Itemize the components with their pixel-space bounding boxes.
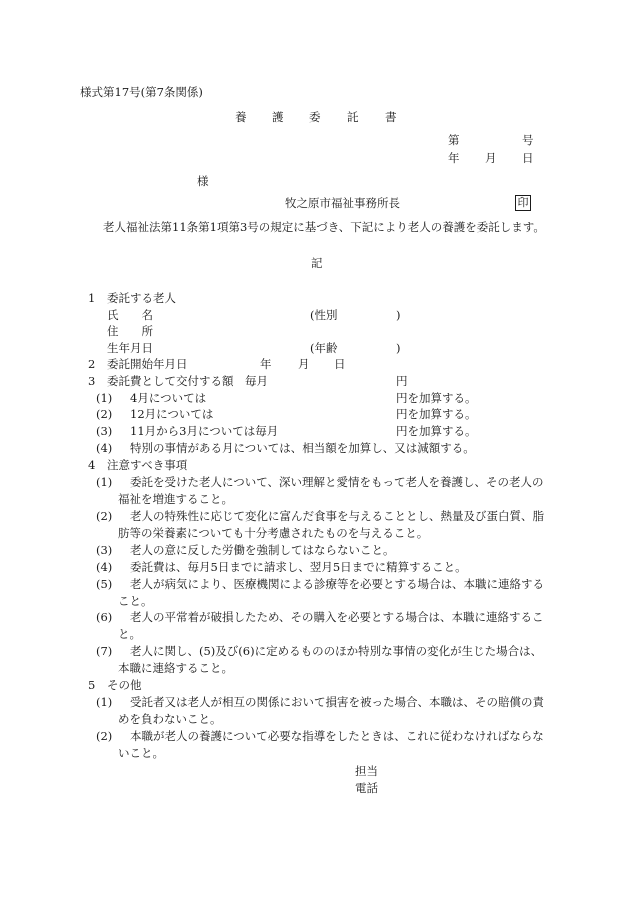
birthdate-label: 生年月日 <box>107 341 153 355</box>
section-title: その他 <box>107 678 142 692</box>
section-number: 1 <box>88 291 96 305</box>
item-number: (3) <box>96 543 113 557</box>
item-text-cont: 本職に連絡すること。 <box>118 661 233 675</box>
item-text: 特別の事情がある月については、相当額を加算し、又は減額する。 <box>130 441 475 455</box>
item-number: (1) <box>96 475 113 489</box>
item-text: 老人の特殊性に応じて変化に富んだ食事を与えることとし、熱量及び蛋白質、脂 <box>130 509 544 523</box>
title-char: 書 <box>385 110 397 124</box>
section-number: 3 <box>88 374 96 388</box>
item-text: 老人に関し、(5)及び(6)に定めるもののほか特別な事情の変化が生じた場合は、 <box>130 644 543 658</box>
item-text: 委託費は、毎月5日までに請求し、翌月5日までに精算すること。 <box>130 560 467 574</box>
section-number: 5 <box>88 678 96 692</box>
item-text: 12月については <box>130 407 214 421</box>
date-month-label: 月 <box>485 151 497 165</box>
item-text: 老人の意に反した労働を強制してはならないこと。 <box>130 543 395 557</box>
item-number: (1) <box>96 391 113 405</box>
sex-label: (性別 <box>310 308 338 322</box>
section-title: 委託する老人 <box>107 291 176 305</box>
item-number: (6) <box>96 610 113 624</box>
title-char: 託 <box>347 110 359 124</box>
item-tail: 円を加算する。 <box>396 391 477 405</box>
paren-close: ) <box>396 341 401 355</box>
form-number-label: 様式第17号(第7条関係) <box>80 85 203 99</box>
yen-label: 円 <box>396 374 408 388</box>
section-title: 注意すべき事項 <box>107 458 188 472</box>
item-text: 本職が老人の養護について必要な指導をしたときは、これに従わなければならな <box>130 729 544 743</box>
item-text: 4月については <box>130 391 207 405</box>
item-text-cont: と。 <box>118 627 141 641</box>
title-char: 養 <box>235 110 247 124</box>
item-text: 老人の平常着が破損したため、その購入を必要とする場合は、本職に連絡するこ <box>130 610 544 624</box>
item-number: (2) <box>96 509 113 523</box>
ki-heading: 記 <box>311 256 323 270</box>
item-number: (4) <box>96 560 113 574</box>
section-title: 委託開始年月日 <box>107 357 188 371</box>
item-number: (4) <box>96 441 113 455</box>
seal-box: 印 <box>515 195 531 211</box>
start-year-label: 年 <box>260 357 272 371</box>
phone-label: 電話 <box>355 781 378 795</box>
item-number: (1) <box>96 695 113 709</box>
item-number: (3) <box>96 424 113 438</box>
item-number: (7) <box>96 644 113 658</box>
item-text: 老人が病気により、医療機関による診療等を必要とする場合は、本職に連絡する <box>130 577 544 591</box>
item-text-cont: こと。 <box>118 594 153 608</box>
title-char: 委 <box>309 110 321 124</box>
addressee-suffix: 様 <box>197 174 209 188</box>
item-text-cont: めを負わないこと。 <box>118 712 222 726</box>
item-tail: 円を加算する。 <box>396 424 477 438</box>
intro-paragraph: 老人福祉法第11条第1項第3号の規定に基づき、下記により老人の養護を委託します。 <box>103 220 545 234</box>
contact-person-label: 担当 <box>355 764 378 778</box>
section-title: 委託費として交付する額 毎月 <box>107 374 268 388</box>
item-text: 委託を受けた老人について、深い理解と愛情をもって老人を養護し、その老人の <box>130 475 544 489</box>
item-text-cont: 肪等の栄養素についても十分考慮されたものを与えること。 <box>118 526 429 540</box>
item-text: 受託者又は老人が相互の関係において損害を被った場合、本職は、その賠償の責 <box>130 695 544 709</box>
item-text: 11月から3月については毎月 <box>130 424 279 438</box>
address-label: 住 所 <box>107 324 153 338</box>
title-char: 護 <box>272 110 284 124</box>
item-text-cont: 福祉を増進すること。 <box>118 492 233 506</box>
issuer-name: 牧之原市福祉事務所長 <box>285 196 400 210</box>
section-number: 2 <box>88 357 96 371</box>
section-number: 4 <box>88 458 96 472</box>
number-prefix: 第 <box>448 133 460 147</box>
item-number: (5) <box>96 577 113 591</box>
item-text-cont: いこと。 <box>118 746 164 760</box>
number-suffix: 号 <box>522 133 534 147</box>
paren-close: ) <box>396 308 401 322</box>
item-tail: 円を加算する。 <box>396 407 477 421</box>
name-label: 氏 名 <box>107 308 153 322</box>
date-year-label: 年 <box>448 151 460 165</box>
start-day-label: 日 <box>334 357 346 371</box>
start-month-label: 月 <box>298 357 310 371</box>
age-label: (年齢 <box>310 341 338 355</box>
item-number: (2) <box>96 729 113 743</box>
item-number: (2) <box>96 407 113 421</box>
date-day-label: 日 <box>522 151 534 165</box>
